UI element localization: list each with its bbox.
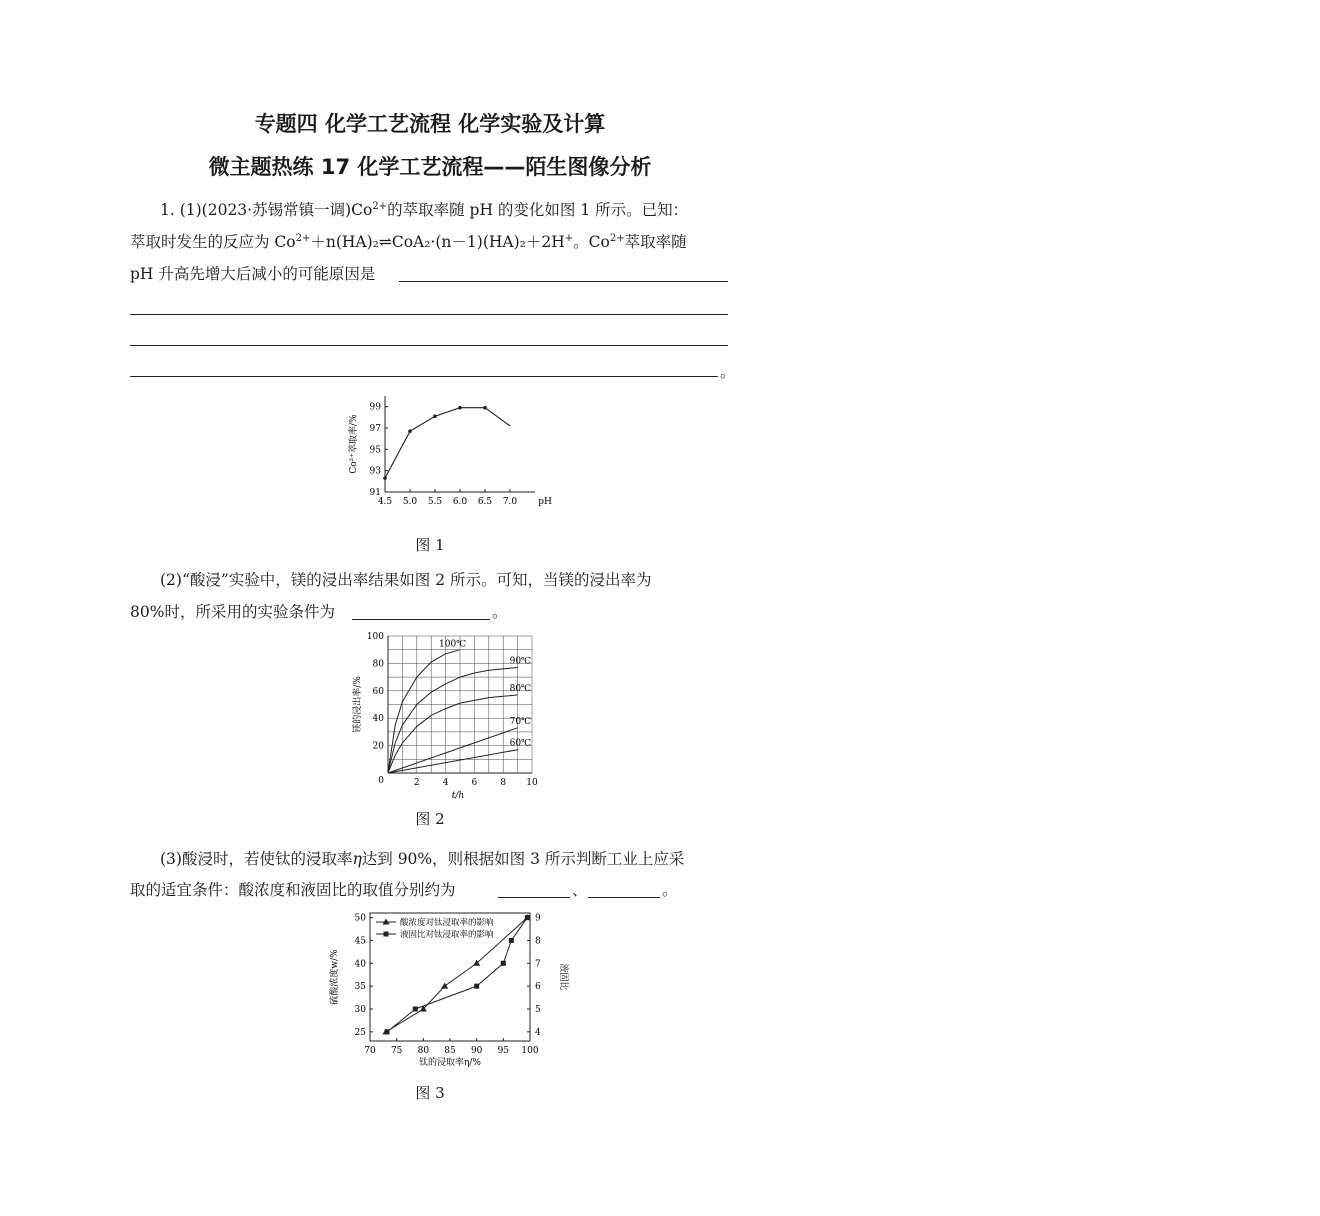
- series-line: [388, 668, 518, 773]
- figure-2-plot: [351, 632, 538, 801]
- answer-blank-q1c[interactable]: [130, 345, 728, 346]
- data-point: [383, 476, 387, 480]
- answer-blank-q3a[interactable]: [498, 897, 570, 898]
- y2-tick-label: 9: [535, 913, 541, 924]
- data-point: [458, 406, 462, 410]
- figure-3-chart: [325, 905, 575, 1075]
- series-label: 80℃: [509, 683, 532, 694]
- y-tick-label: 35: [354, 982, 366, 993]
- data-point-square: [509, 938, 514, 943]
- data-point: [483, 406, 487, 410]
- y-tick-label: 80: [372, 659, 384, 670]
- figure-2-caption: 图 2: [415, 810, 445, 828]
- section-title: 专题四 化学工艺流程 化学实验及计算: [254, 112, 606, 136]
- y-tick-label: 93: [369, 466, 381, 477]
- y2-axis-label: 液固比: [558, 963, 568, 991]
- y-tick-label: 97: [369, 424, 381, 434]
- y2-tick-label: 8: [535, 936, 541, 947]
- figure-1-plot: [347, 396, 552, 507]
- x-tick-label: 90: [470, 1046, 483, 1056]
- data-point-square: [474, 984, 479, 989]
- y-tick-label: 60: [372, 686, 384, 697]
- topic-title: 微主题热练 17 化学工艺流程——陌生图像分析: [208, 155, 652, 179]
- series-line: [385, 408, 510, 478]
- q3-end-mark: 。: [662, 881, 678, 899]
- x-tick-label: 6.5: [477, 497, 493, 507]
- x-tick-label: 5.0: [402, 497, 418, 507]
- q1-line1: 1. (1)(2023·苏锡常镇一调)$Co^{2+}$的萃取率随 pH 的变化如图 1 所示。已知：: [160, 200, 689, 219]
- figure-3-caption: 图 3: [415, 1084, 445, 1102]
- y-axis-label: 硫酸浓度w/%: [330, 949, 340, 1005]
- figure-2-chart: [340, 626, 550, 802]
- q3-line2: 取的适宜条件：酸浓度和液固比的取值分别约为: [130, 881, 456, 899]
- y-tick-label: 95: [369, 445, 381, 456]
- data-point-square: [525, 915, 530, 920]
- x-tick-label: 4: [442, 778, 449, 788]
- x-tick-label: 7.0: [502, 497, 518, 507]
- y2-tick-label: 5: [535, 1005, 541, 1015]
- data-point-square: [385, 1029, 390, 1034]
- x-tick-label: 85: [444, 1046, 456, 1056]
- x-tick-label: 10: [526, 778, 538, 788]
- y-tick-label: 50: [354, 913, 366, 924]
- origin-label: 0: [378, 776, 384, 786]
- y2-tick-label: 7: [535, 959, 541, 970]
- figure-1-caption: 图 1: [415, 536, 445, 554]
- answer-blank-q1d[interactable]: [130, 376, 718, 377]
- answer-blank-q3b[interactable]: [588, 897, 660, 898]
- q2-line2: 80%时，所采用的实验条件为: [130, 603, 335, 621]
- series-label: 100℃: [439, 639, 467, 650]
- legend-label: 液固比对钛浸取率的影响: [400, 930, 494, 940]
- y-tick-label: 100: [366, 632, 384, 642]
- y-axis-label: Co²⁺萃取率/%: [349, 414, 359, 474]
- y-tick-label: 25: [354, 1027, 366, 1038]
- y-tick-label: 45: [354, 936, 366, 947]
- series-label: 70℃: [509, 716, 532, 727]
- figure-3-plot: [328, 913, 570, 1068]
- data-point-triangle: [441, 983, 448, 989]
- x-tick-label: 6: [471, 778, 478, 788]
- legend-label: 酸浓度对钛浸取率的影响: [400, 918, 494, 928]
- legend-marker-square: [384, 932, 389, 937]
- x-tick-label: 70: [364, 1046, 376, 1056]
- x-tick-label: 95: [497, 1046, 510, 1056]
- y-tick-label: 40: [354, 959, 366, 970]
- series-label: 90℃: [509, 656, 532, 667]
- series-line: [388, 650, 460, 773]
- data-point: [408, 429, 412, 433]
- answer-blank-q2[interactable]: [352, 619, 490, 620]
- answer-blank-q1b[interactable]: [130, 314, 728, 315]
- y2-tick-label: 4: [535, 1027, 541, 1038]
- answer-blank-q1a[interactable]: [399, 281, 728, 282]
- series-line: [388, 750, 518, 773]
- x-tick-label: 8: [500, 778, 507, 788]
- data-point-square: [501, 961, 506, 966]
- series-line: [388, 728, 518, 773]
- series-label: 60℃: [509, 738, 532, 749]
- y-axis-label: 镁的浸出率/%: [353, 676, 363, 733]
- y-tick-label: 99: [369, 402, 381, 413]
- x-tick-label: 5.5: [427, 497, 443, 507]
- y2-tick-label: 6: [535, 982, 541, 993]
- x-tick-label: 2: [413, 778, 420, 788]
- x-tick-label: 4.5: [377, 497, 393, 507]
- x-tick-label: 80: [417, 1046, 430, 1056]
- x-tick-label: 6.0: [452, 497, 468, 507]
- y-tick-label: 20: [372, 741, 384, 752]
- q1-line2: 萃取时发生的反应为 $Co^{2+}+n(HA)_2\rightleftharpoons CoA_2\cdot(n-1)(HA)_2+2H^+$。$Co^{2+}$萃取率随: [130, 232, 687, 251]
- x-tick-label: 100: [521, 1046, 539, 1056]
- q1-end-mark: 。: [720, 363, 736, 381]
- q2-line1: (2)“酸浸”实验中，镁的浸出率结果如图 2 所示。可知，当镁的浸出率为: [160, 571, 652, 589]
- y-tick-label: 91: [369, 488, 381, 498]
- x-axis-label: t/h: [451, 791, 465, 801]
- x-tick-label: 75: [390, 1046, 403, 1056]
- y-tick-label: 40: [372, 714, 384, 725]
- data-point: [433, 414, 437, 418]
- q3-line1: (3)酸浸时，若使钛的浸取率η达到 90%，则根据如图 3 所示判断工业上应采: [160, 850, 685, 868]
- y-tick-label: 30: [354, 1005, 366, 1015]
- figure-1-chart: [340, 388, 550, 513]
- q1-line3: pH 升高先增大后减小的可能原因是: [130, 265, 376, 283]
- data-point-square: [413, 1007, 418, 1012]
- q3-sep: 、: [572, 881, 588, 899]
- q2-end-mark: 。: [492, 603, 508, 621]
- x-axis-label: 钛的浸取率η/%: [419, 1058, 481, 1068]
- x-axis-label: pH: [538, 497, 552, 507]
